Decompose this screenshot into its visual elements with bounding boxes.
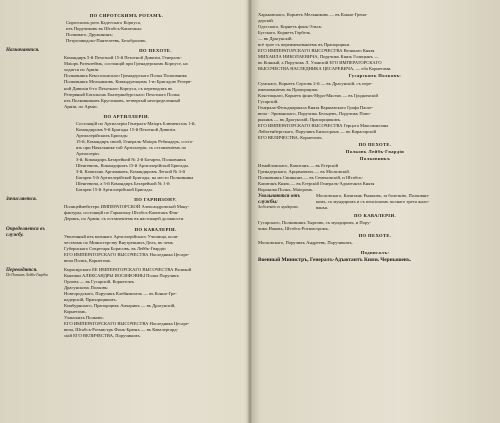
- text-line: Уланскихъ Полковъ:: [64, 315, 104, 321]
- text-line: 3-й, Командиръ Батарейной № 2-й Батареи, Полковникъ: [76, 157, 186, 163]
- text-line: Полковаго, Дружининъ;: [66, 32, 113, 38]
- text-line: ять при Начальнике той Артиллеріи, съ оставленіемъ по: [76, 144, 187, 150]
- text-line: ЕГО ВЕЛИЧЕСТВА, Корнетомъ.: [258, 134, 323, 140]
- side-subheading: По Полкамъ Лейбъ-Гвардіи: [6, 272, 48, 277]
- text-line: Шенгевичъ, Командиромъ 15-й Артиллерійской Бригады.: [76, 163, 189, 169]
- text-line: Батареи 5-й Артиллерійской Бригады, на место Полковника: [76, 175, 194, 181]
- text-line: Гусарскій.: [258, 98, 279, 104]
- side-heading: [6, 267, 64, 340]
- text-line: МИХАИЛА НИКОЛАЕВИЧА, Поручикъ Князь Голицынъ —: [258, 54, 379, 60]
- text-line: — въ Драгунскій.: [258, 36, 293, 42]
- text-line: рыкинъ — въ Драгунскій, Прапорщикомъ.: [258, 116, 342, 122]
- entry-body: [316, 193, 492, 211]
- text-line: Московскаго, Капитанъ Рыжковъ, за болезнію, Полковни-: [316, 193, 430, 199]
- text-line: 15-й, Командиръ своей, Генералъ-Маіоръ Ребиндеръ, состо-: [76, 138, 194, 144]
- text-line: Артиллерійскихъ Бригадъ:: [76, 132, 129, 138]
- section-heading: ПО КАВАЛЕРІИ.: [353, 212, 397, 218]
- text-line: ЕГО ИМПЕРАТОРСКАГО ВЫСОЧЕСТВА Великаго Князя: [258, 48, 375, 54]
- entry-body: [64, 226, 247, 264]
- text-line: Батареи 15-й Артиллерійской Бригады.: [76, 187, 153, 193]
- text-line: Артиллеріи.: [76, 150, 100, 156]
- section-heading: ПО АРТИЛЛЕРІИ.: [103, 113, 150, 119]
- text-line: Маіоръ Розенгеймъ, состоящій при Гренадерскомъ Корпусе, на: [64, 61, 188, 67]
- entry-body: [64, 267, 247, 340]
- side-heading-text: Определяется въ службу.: [6, 225, 46, 238]
- text-line: ПО ПЕХОТЕ.: [139, 48, 172, 54]
- text-line: Полицеймейстеръ ИМПЕРАТОРСКОЙ Александровской Ману-: [64, 204, 190, 210]
- side-heading: [258, 193, 316, 211]
- side-heading: [6, 196, 64, 222]
- text-line: Новгородскаго, Поручикъ Клейнмихель — въ Конно-Гре-: [64, 290, 177, 296]
- right-page-column: [258, 12, 492, 415]
- section-heading: Подписалъ:: [360, 249, 390, 255]
- text-line: Орловъ — въ Гусарскій, Корнетомъ.: [64, 278, 136, 284]
- text-line: Петрозаводско-Пантелеевъ, Безобразовъ.: [66, 38, 147, 44]
- text-line: Генерала-Фельдмаршала Князя Варшавскаго Графа Паске-: [258, 104, 374, 110]
- text-line: ной Дивизіи 6-го Пехотнаго Корпуса, съ переводомъ въ: [64, 85, 173, 91]
- side-heading-text: Переводятся.: [6, 266, 38, 273]
- text-line: Сиротскихъ ротъ Кадетскаго Корпуса,: [66, 20, 141, 26]
- side-subheading: За болезнію съ мундиромъ.: [258, 205, 299, 210]
- order-entry: [6, 47, 247, 109]
- text-line: именованіемъ въ Прапорщики.: [258, 86, 319, 92]
- text-line: Уволенный изъ военнаго Артиллерійскаго Училища, коли-: [64, 233, 179, 239]
- minister-signature: Военный Министръ, Генералъ-Адъютантъ Князь Чернышевъ.: [258, 256, 412, 263]
- text-line: Арміи, по Арміи.: [64, 103, 98, 109]
- text-line: комъ, съ мундиромъ и съ пенсіономъ полнаго третя жало-: [316, 199, 430, 205]
- text-line: Полковникъ Мельниковъ, Командующимъ 1-ю Бригадою Резерв-: [64, 79, 192, 85]
- order-entry: [6, 267, 247, 340]
- text-line: ходятся по Арміи.: [64, 67, 100, 73]
- text-line: Харьковскаго, Корнетъ Мельниковъ — въ Конно-Грена-: [258, 12, 368, 17]
- text-line: Командиромъ 9-й Бригады 15-й Пехотной Дивизіи.: [76, 126, 177, 132]
- text-line: изъ Поручиковъ въ Штабсъ-Капитаны:: [66, 26, 142, 32]
- side-heading: [6, 47, 64, 109]
- text-line: ЕГО ИМПЕРАТОРСКАГО ВЫСОЧЕСТВА Герцога Максимиліана: [258, 122, 389, 128]
- text-line: ЕГО ИМПЕРАТОРСКАГО ВЫСОЧЕСТВА Наследника Цесаре-: [64, 251, 190, 257]
- text-line: Корнетомъ.: [64, 309, 87, 315]
- text-line: ВЫСОЧЕСТВА НАСЛЕДНИКА ЦЕСАРЕВИЧА, — оба Корнетами.: [258, 66, 392, 72]
- text-line: надерскій, Прапорщикомъ.: [64, 297, 117, 303]
- text-line: скій ЕГО ВЕЛИЧЕСТВА, Поручикомъ.: [64, 333, 141, 339]
- text-line: Бугскаго, Корнетъ Гербель.: [258, 30, 312, 36]
- entry-body: [64, 47, 247, 109]
- section-heading: Полковъ Лейбъ-Гвардіи: [345, 149, 405, 155]
- text-line: Московскаго, Поручикъ Андреевъ, Поручикомъ.: [258, 239, 353, 245]
- order-entry: [258, 193, 492, 211]
- text-line: ПО ГАРНИЗОНУ.: [134, 197, 177, 203]
- text-line: дерскій.: [258, 18, 274, 24]
- text-line: изъ Полковниковъ Кругликовъ, четвертый неопределенный: [64, 97, 181, 103]
- section-heading: ПО ПЕХОТЕ.: [358, 141, 392, 147]
- text-line: Гусарскаго, Полковникъ Тыртовъ, съ мундиромъ, и Пору-: [258, 219, 372, 225]
- text-line: Полковникъ Свиньинъ — въ Семеновскій, и Штабсъ-: [258, 175, 363, 181]
- text-line: чествомъ по Министерству Внутреннихъ Делъ, въ чемъ: [64, 239, 174, 245]
- text-line: Капитанъ Князь — въ Егерскій Генералъ-Адъютанта Князя: [258, 181, 375, 187]
- text-line: въ Конный, а Поручикъ Л. Уланскій ЕГО ИМПЕРАТОРСКАГО: [258, 60, 382, 66]
- text-line: Лейхтенбергскаго, Поручикъ Бильгоронъ — въ Кирасирскій: [258, 128, 377, 134]
- text-line: всё трое съ переименованіемъ въ Прапорщики.: [258, 42, 351, 48]
- text-line: Гренадерскаго, Арцимовичъ — въ Московскій.: [258, 169, 351, 175]
- text-line: Кирасирскаго ЕЕ ИМПЕРАТОРСКАГО ВЫСОЧЕСТВА Великой: [64, 266, 192, 272]
- order-entry: [6, 226, 247, 264]
- entry-body: [64, 196, 247, 222]
- text-line: вича - Эриванскаго, Поручикъ Бельцевъ, Поручикъ Пово-: [258, 110, 372, 116]
- text-line: ванья.: [316, 205, 328, 211]
- text-line: вича, Штабсъ-Ротмистръ Фонъ-Брюнъ — въ Кавалергард-: [64, 327, 179, 333]
- text-line: Губернскаго Секретаря Борисовъ, въ Лейбъ-Гвардіи: [64, 245, 166, 251]
- text-line: Княгини АЛЕКСАНДРЫ ИОСИФОВНЫ Полка Поручикъ: [64, 272, 179, 278]
- text-line: Полковникъ Кексгольмскаго Гренадерскаго Полка Полковникъ: [64, 73, 188, 79]
- order-entry: [6, 196, 247, 222]
- side-heading-text: Назначаются.: [6, 47, 40, 54]
- text-line: Деринъ, по Арміи, съ оставленіемъ въ настоящей должности.: [64, 216, 185, 222]
- spacer: [6, 110, 247, 113]
- text-line: Резервный Батальонъ Екатеринбургскаго Пехотнаго Полка;: [64, 91, 181, 97]
- text-line: фактуры, состоящій по Гарнизону Штабсъ-Капитанъ Фон-: [64, 210, 179, 216]
- text-line: Командиръ 5-й Пехотной 15-й Пехотной Дивизіи, Генералъ-: [64, 55, 182, 61]
- text-line: Кинбурнскаго, Прапорщикъ Анчарикъ — въ Драгунскій,: [64, 303, 176, 309]
- section-heading: Полковникъ: [359, 156, 391, 162]
- side-heading-text: Увольняются отъ службы:: [258, 193, 301, 206]
- side-heading: [6, 226, 64, 264]
- section-heading: ПО СИРОТСКИМЪ РОТАМЪ.: [89, 13, 164, 18]
- text-line: ПО КАВАЛЕРІИ.: [134, 226, 177, 232]
- text-line: чикъ Наковъ, Штабсъ-Ротмистромъ.: [258, 225, 330, 231]
- section-heading: Гусарскихъ Полковъ:: [348, 73, 402, 79]
- text-line: Воронова Полкъ, Маіоромъ.: [258, 187, 314, 193]
- text-line: Измайловскаго, Капитанъ — въ Егерскій: [258, 163, 339, 169]
- left-page-column: [6, 12, 247, 415]
- text-line: Состоящій по Артиллеріи Генералъ-Маіоръ Блюменталь 1-й,: [76, 120, 196, 126]
- text-line: 3-й, Капитанъ Аргамаковъ, Командиромъ Легкой № 3-й: [76, 169, 185, 175]
- text-line: ЕГО ИМПЕРАТОРСКАГО ВЫСОЧЕСТВА Наследника Цесаре-: [64, 321, 190, 327]
- text-line: Одесскаго, Корнетъ фонъ-Эльсъ.: [258, 24, 323, 30]
- text-line: Драгунскихъ Полковъ:: [64, 284, 109, 290]
- text-line: Шенгевича, а 5-й Командиръ Батарейной № 1-й: [76, 181, 170, 187]
- spacer: [258, 246, 492, 249]
- text-line: вича Полкъ, Корнетомъ.: [64, 257, 112, 263]
- text-line: Клястицкаго, Корнетъ фонъ-Мура-Мясенъ — въ Гродненскій: [258, 92, 378, 98]
- book-gutter: [248, 0, 252, 423]
- side-heading-text: Зачисляется.: [6, 196, 37, 203]
- text-line: Сумскаго, Корнетъ Серговъ 2-й — въ Драгунскій, съ пере-: [258, 80, 373, 86]
- section-heading: ПО ПЕХОТЕ.: [358, 232, 392, 238]
